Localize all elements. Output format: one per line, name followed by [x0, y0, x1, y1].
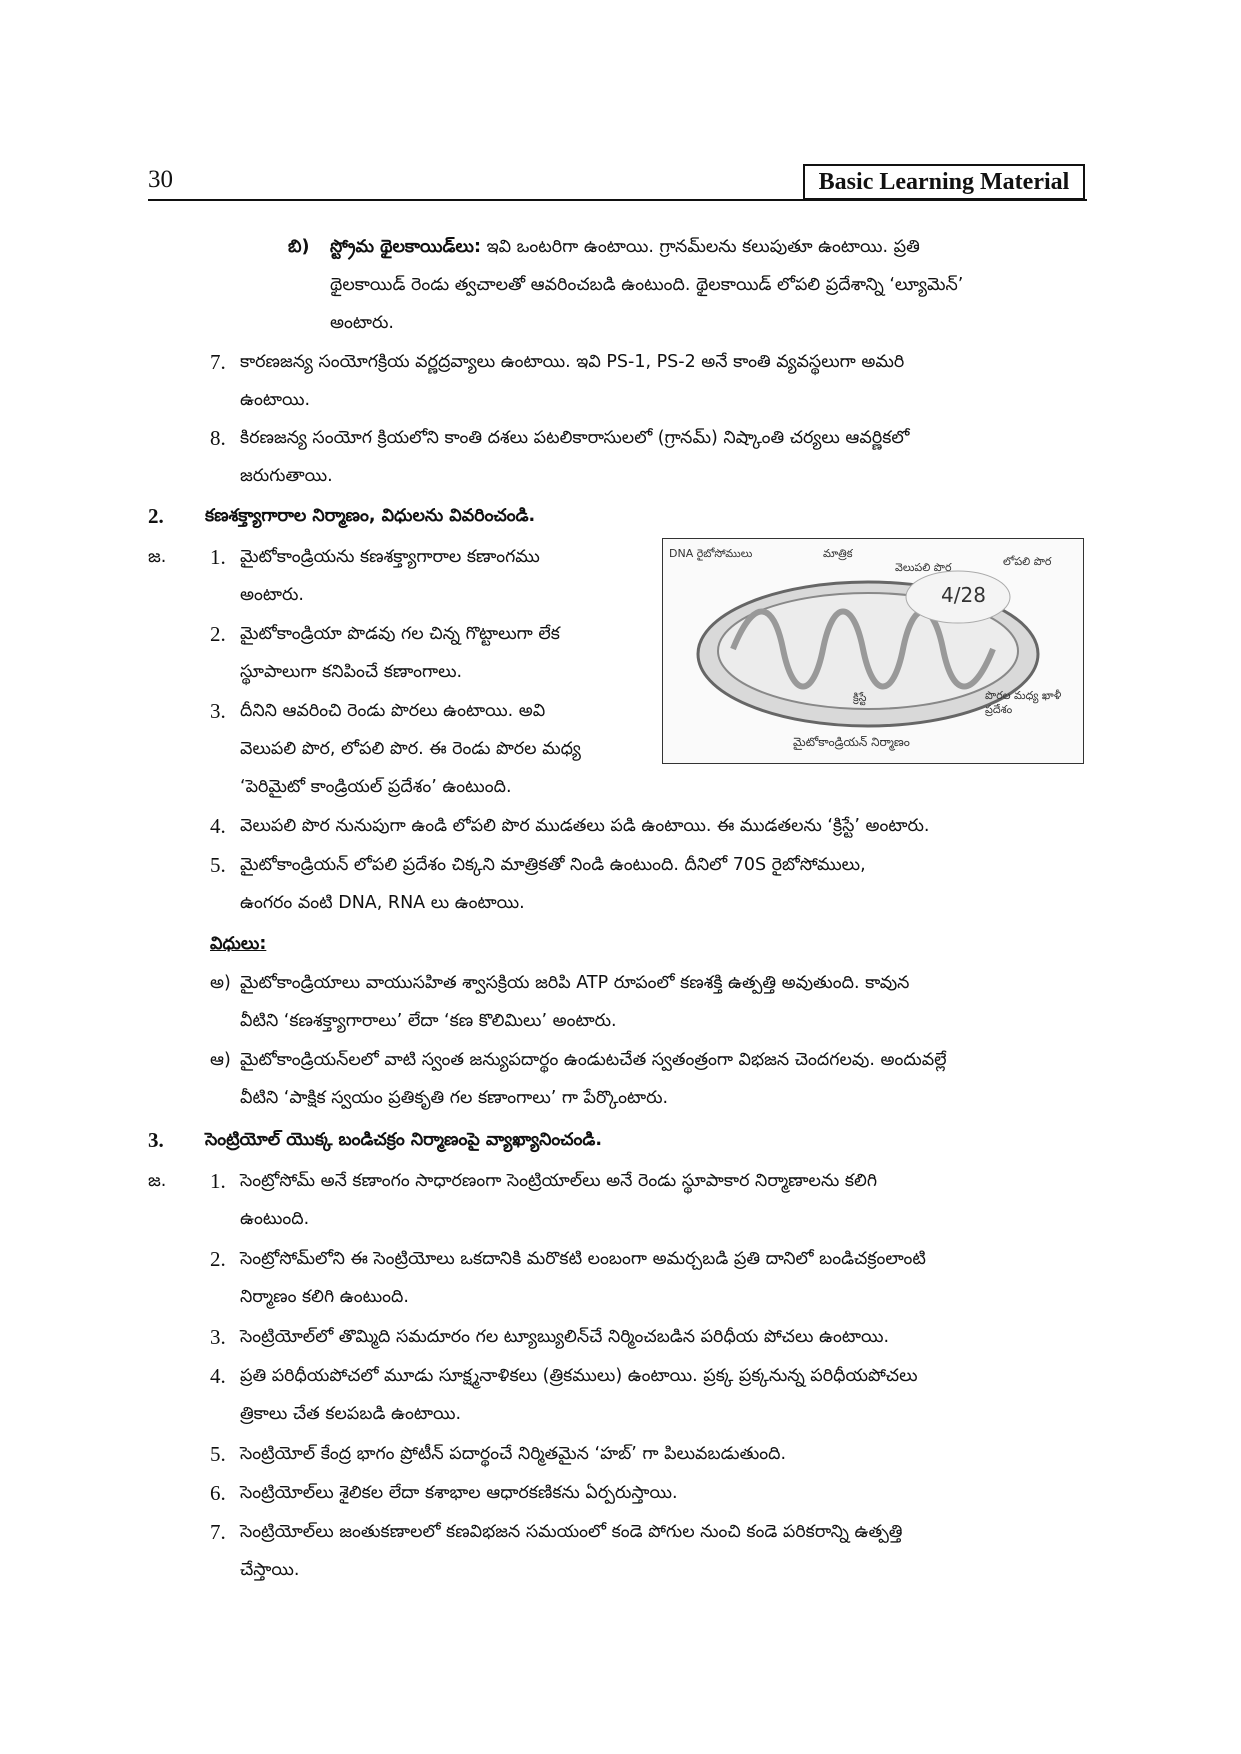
figure-page-mark: 4/28	[941, 583, 986, 607]
paragraph-line: వీటిని ‘పాక్షిక స్వయం ప్రతికృతి గల కణాంగాలు’ గా పేర్కొంటారు.	[240, 1088, 669, 1108]
question-number: 3.	[148, 1128, 164, 1152]
paragraph-line: సెంట్రియోల్‌లు జంతుకణాలలో కణవిభజన సమయంలో కండె పోగుల నుంచి కండె పరికరాన్ని ఉత్పత్తి	[240, 1522, 903, 1542]
item-number: 1.	[210, 1169, 226, 1193]
paragraph-line: ‘పెరిమైటో కాండ్రియల్ ప్రదేశం’ ఉంటుంది.	[240, 777, 512, 797]
paragraph-line	[330, 228, 920, 266]
paragraph-line: వెలుపలి పొర నునుపుగా ఉండి లోపలి పొర ముడతలు పడి ఉంటాయి. ఈ ముడతలను ‘క్రిస్టే’ అంటారు.	[240, 816, 930, 836]
item-number: 2.	[210, 1247, 226, 1271]
figure-caption: మైటోకాండ్రియన్ నిర్మాణం	[793, 735, 910, 749]
item-number: 1.	[210, 545, 226, 569]
paragraph-line: మైటోకాండ్రియన్ లోపలి ప్రదేశం చిక్కని మాత్రికతో నిండి ఉంటుంది. దీనిలో 70S రైబోసోములు,	[240, 855, 866, 875]
figure-label-dna: DNA రైబోసోములు	[669, 547, 753, 560]
paragraph-line: సెంట్రియోల్‌లు శైలికల లేదా కశాభాల ఆధారకణికను ఏర్పరుస్తాయి.	[240, 1483, 678, 1503]
item-number: 8.	[210, 426, 226, 450]
paragraph-line: మైటోకాండ్రియాలు వాయుసహిత శ్వాసక్రియ జరిపి ATP రూపంలో కణశక్తి ఉత్పత్తి అవుతుంది. కావున	[240, 973, 910, 993]
item-number: 6.	[210, 1481, 226, 1505]
question-text: సెంట్రియోల్ యొక్క బండిచక్రం నిర్మాణంపై వ్యాఖ్యానించండి.	[205, 1130, 603, 1150]
mitochondrion-figure	[662, 538, 1084, 764]
figure-label-matrix: మాత్రిక	[823, 547, 853, 560]
figure-label-outer-membrane: వెలుపలి పొర	[895, 561, 952, 574]
paragraph-line: త్రికాలు చేత కలపబడి ఉంటాయి.	[240, 1404, 462, 1424]
mitochondrion-drawing	[663, 539, 1085, 765]
paragraph-line: మైటోకాండ్రియను కణశక్త్యాగారాల కణాంగము	[240, 547, 540, 567]
answer-marker: జ.	[148, 1171, 167, 1191]
item-heading: స్ట్రోమ థైలకాయిడ్‌లు:	[330, 237, 481, 257]
item-number: 3.	[210, 1325, 226, 1349]
paragraph-line: సెంట్రోసోమ్ అనే కణాంగం సాధారణంగా సెంట్రియాల్‌లు అనే రెండు స్థూపాకార నిర్మాణాలను కలిగి	[240, 1171, 878, 1191]
item-marker: అ)	[210, 973, 231, 993]
page-number: 30	[148, 166, 173, 193]
paragraph-line: చేస్తాయి.	[240, 1560, 300, 1580]
paragraph-line: కారణజన్య సంయోగక్రియ వర్ణద్రవ్యాలు ఉంటాయి. ఇవి PS-1, PS-2 అనే కాంతి వ్యవస్థలుగా అమరి	[240, 352, 905, 372]
item-number: 3.	[210, 699, 226, 723]
section-heading: విధులు:	[210, 934, 267, 954]
item-number: 4.	[210, 1364, 226, 1388]
paragraph-line: దీనిని ఆవరించి రెండు పొరలు ఉంటాయి. అవి	[240, 701, 546, 721]
figure-label-intermembrane: పొరల మధ్య ఖాళీ ప్రదేశం	[985, 689, 1062, 716]
item-text: ఇవి ఒంటరిగా ఉంటాయి. గ్రానమ్‌లను కలుపుతూ ఉంటాయి. ప్రతి	[486, 237, 920, 257]
header-title: Basic Learning Material	[803, 164, 1085, 200]
item-number: 7.	[210, 1520, 226, 1544]
paragraph-line: మైటోకాండ్రియా పొడవు గల చిన్న గొట్టాలుగా లేక	[240, 624, 560, 644]
paragraph-line: ప్రతి పరిధీయపోచలో మూడు సూక్ష్మనాళికలు (త్రికములు) ఉంటాయి. ప్రక్క ప్రక్కనున్న పరిధీయపోచలు	[240, 1366, 918, 1386]
paragraph-line: సెంట్రియోల్‌లో తొమ్మిది సమదూరం గల ట్యూబ్యులిన్‌చే నిర్మించబడిన పరిధీయ పోచలు ఉంటాయి.	[240, 1327, 890, 1347]
question-number: 2.	[148, 504, 164, 528]
item-number: 5.	[210, 1442, 226, 1466]
figure-label-cristae: క్రిస్టే	[853, 691, 867, 704]
item-marker: బి)	[288, 237, 310, 257]
paragraph-line: అంటారు.	[240, 585, 304, 605]
answer-marker: జ.	[148, 547, 167, 567]
item-marker: ఆ)	[210, 1050, 231, 1070]
item-number: 2.	[210, 622, 226, 646]
item-number: 5.	[210, 853, 226, 877]
header-rule	[148, 199, 1087, 201]
paragraph-line: ఉంటుంది.	[240, 1209, 310, 1229]
figure-label-inner-membrane: లోపలి పొర	[1003, 555, 1052, 568]
paragraph-line: ఉంటాయి.	[240, 390, 311, 410]
paragraph-line: సెంట్రోసోమ్‌లోని ఈ సెంట్రియోలు ఒకదానికి మరొకటి లంబంగా అమర్చబడి ప్రతి దానిలో బండిచక్రంలాంటి	[240, 1249, 926, 1269]
paragraph-line: కిరణజన్య సంయోగ క్రియలోని కాంతి దశలు పటలికారాసులలో (గ్రానమ్) నిష్కాంతి చర్యలు ఆవర్ణికలో	[240, 428, 910, 448]
item-number: 4.	[210, 814, 226, 838]
item-number: 7.	[210, 350, 226, 374]
paragraph-line: మైటోకాండ్రియన్‌లలో వాటి స్వంత జన్యుపదార్థం ఉండుటచేత స్వతంత్రంగా విభజన చెందగలవు. అందువల్లే	[240, 1050, 947, 1070]
paragraph-line: వెలుపలి పొర, లోపలి పొర. ఈ రెండు పొరల మధ్య	[240, 739, 581, 759]
paragraph-line: థైలకాయిడ్ రెండు త్వచాలతో ఆవరించబడి ఉంటుంది. థైలకాయిడ్ లోపలి ప్రదేశాన్ని ‘ల్యూమెన్’	[330, 275, 964, 295]
paragraph-line: సెంట్రియోల్ కేంద్ర భాగం ప్రోటీన్ పదార్థంచే నిర్మితమైన ‘హబ్’ గా పిలువబడుతుంది.	[240, 1444, 787, 1464]
paragraph-line: ఉంగరం వంటి DNA, RNA లు ఉంటాయి.	[240, 893, 525, 913]
paragraph-line: అంటారు.	[330, 313, 394, 333]
paragraph-line: స్థూపాలుగా కనిపించే కణాంగాలు.	[240, 662, 463, 682]
paragraph-line: వీటిని ‘కణశక్త్యాగారాలు’ లేదా ‘కణ కొలిమిలు’ అంటారు.	[240, 1011, 617, 1031]
question-text: కణశక్త్యాగారాల నిర్మాణం, విధులను వివరించండి.	[205, 506, 536, 526]
paragraph-line: నిర్మాణం కలిగి ఉంటుంది.	[240, 1287, 409, 1307]
paragraph-line: జరుగుతాయి.	[240, 466, 333, 486]
